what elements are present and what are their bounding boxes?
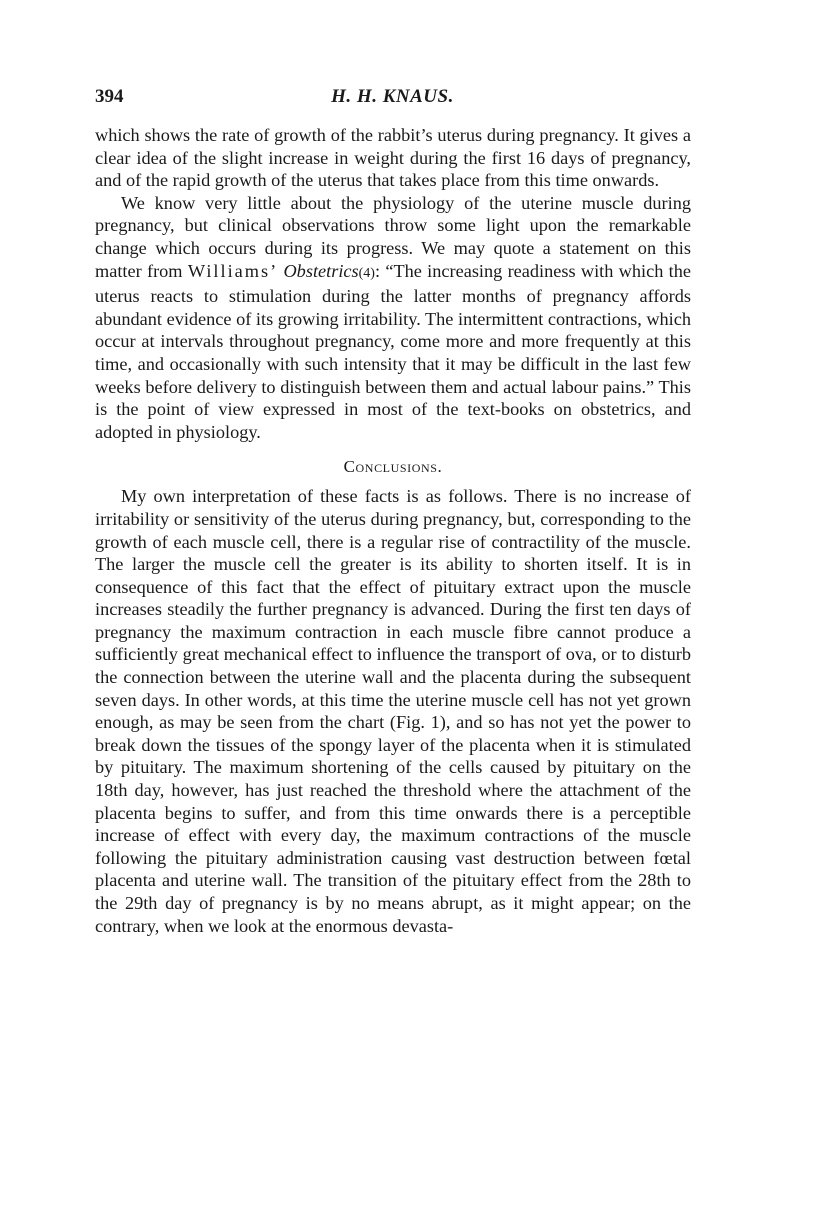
page-number: 394: [95, 86, 124, 107]
paragraph-conclusions: My own interpretation of these facts is as follows. There is no increase of irritability or sensitivity of the uterus during pregnancy, but, corresponding to the growth of each muscle cell, there is a regular rise of contractility of the muscle. The larger the muscle cell the greater is its ability to shorten itself. It is in consequence of this fact that the effect of pituitary extract upon the muscle increases steadily the further pregnancy is advanced. During the first ten days of pregnancy the maximum contraction in each muscle fibre cannot produce a sufficiently great mechanical effect to influence the transport of ova, or to disturb the connection between the uterine wall and the placenta during the subsequent seven days. In other words, at this time the uterine muscle cell has not yet grown enough, as may be seen from the chart (Fig. 1), and so has not yet the power to break down the tissues of the spongy layer of the placenta when it is stimulated by pituitary. The maximum shortening of the cells caused by pituitary on the 18th day, however, has just reached the threshold where the attachment of the placenta begins to suffer, and from this time onwards there is a perceptible increase of effect with every day, the maximum contractions of the muscle following the pituitary administration causing vast destruction between fœtal placenta and uterine wall. The transition of the pituitary effect from the 28th to the 29th day of pregnancy is by no means abrupt, as it might appear; on the contrary, when we look at the enormous devasta-: [95, 486, 691, 936]
paragraph-physiology: [95, 192, 691, 444]
section-heading-conclusions: Conclusions.: [343, 457, 443, 477]
reference-number: (4): [358, 265, 375, 281]
page-header: [95, 86, 690, 112]
article-body: [95, 124, 691, 937]
book-title: Obstetrics: [283, 260, 359, 281]
paragraph-continued: which shows the rate of growth of the rabbit’s uterus during pregnancy. It gives a clear idea of the slight increase in weight during the first 16 days of pregnancy, and of the rapid growth of the uterus that takes place from this time onwards.: [95, 125, 691, 191]
paragraph-text-after: : “The increasing readiness with which the uterus reacts to stimulation during the latter months of pregnancy affords abundant evidence of its growing irritability. The intermittent contractions, which occur at intervals throughout pregnancy, come more and more frequently at this time, and occasionally with such intensity that it may be difficult in the last few weeks before delivery to distinguish between them and actual labour pains.” This is the point of view expressed in most of the text-books on obstetrics, and adopted in physiology.: [95, 260, 692, 442]
paragraph-text-before: We know very little about the physiology of the uterine muscle during pregnancy, but clinical observations throw some light upon the remarkable change which occurs during its progress. We may quote a statement on this matter from: [95, 192, 691, 281]
running-head: H. H. KNAUS.: [331, 86, 454, 107]
author-name: Williams’: [187, 260, 279, 281]
